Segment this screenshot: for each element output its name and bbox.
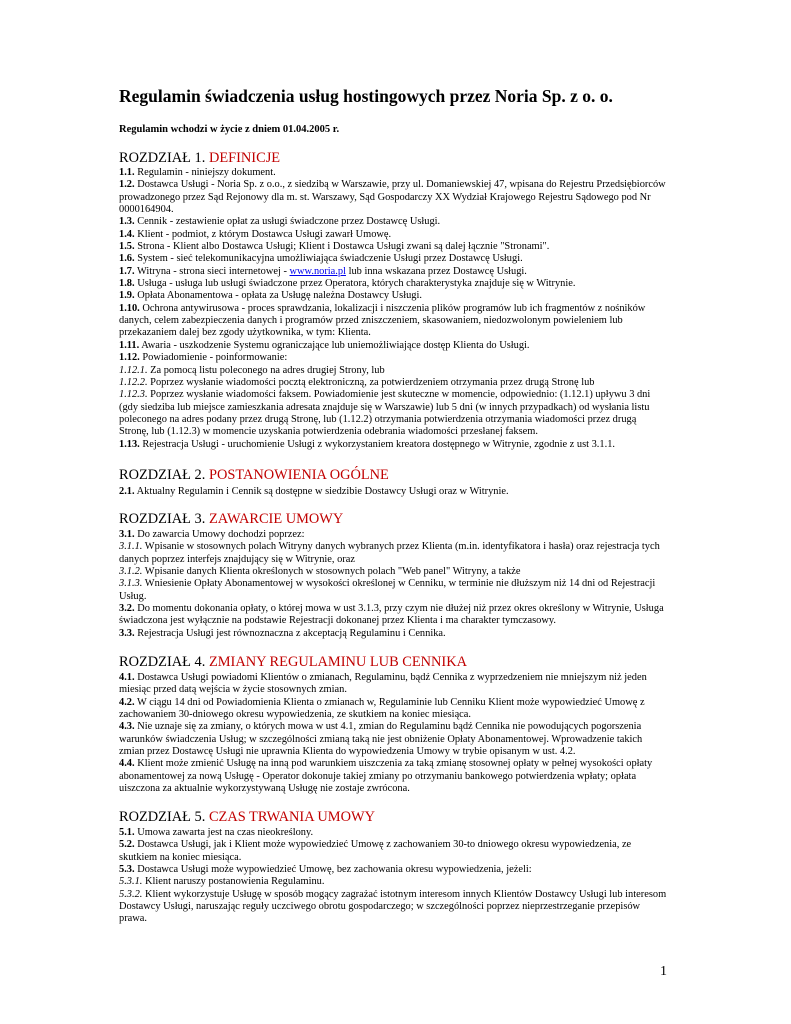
chapter-heading [119,468,389,482]
paragraph [119,486,667,498]
paragraph [119,529,667,541]
paragraph [119,229,667,241]
section-body [119,672,667,795]
subparagraph [119,389,667,438]
paragraph-number: 3.1. [119,529,135,540]
paragraph-number: 1.9. [119,290,135,302]
chapter-heading [119,151,280,165]
paragraph-text: Opłata Abonamentowa - opłata za Usługę należna Dostawcy Usługi. [134,290,422,302]
paragraph [119,628,667,640]
section-body [119,529,667,640]
paragraph-text: lub inna wskazana przez Dostawcę Usługi. [345,265,527,277]
paragraph-text: Witryna - strona sieci internetowej - [134,265,290,277]
subparagraph-number: 1.12.3. [119,389,148,401]
section-body [119,827,667,926]
subparagraph-number: 5.3.1. [119,876,143,888]
section-body [119,167,667,451]
paragraph-text: Poprzez wysłanie wiadomości faksem. Powiadomienie jest skuteczne w momencie, odpowiednio: (1.12.1) upływu 3 dni (gdy siedziba lub miejsce zamieszkania adresata znajduje się w Warszawie) lub 5 dni (w innych przypadkach) od wysłania listu poleconego na adres podany przez drugą Stronę, lub (1.12.2) otrzymania potwierdzenia otrzymania wiadomości przez drugą Stronę, lub (1.12.3) w momencie uzyskania potwierdzenia odebrania wiadomości przesłanej faksem. [119,389,651,438]
paragraph-text: Umowa zawarta jest na czas nieokreślony. [134,827,314,838]
paragraph [119,603,667,628]
paragraph-number: 5.2. [119,839,135,851]
subparagraph-number: 3.1.1. [119,541,143,553]
page-number: 1 [660,964,667,979]
paragraph-number: 1.10. [119,302,140,314]
chapter-title: POSTANOWIENIA OGÓLNE [208,467,389,483]
paragraph-text: W ciągu 14 dni od Powiadomienia Klienta o zmianach w, Regulaminie lub Cenniku Klient może wypowiedzieć Umowę z zachowaniem 30-dniowego okresu wypowiedzenia, ze skutkiem na koniec miesiąca. [119,696,645,721]
paragraph-text: Aktualny Regulamin i Cennik są dostępne w siedzibie Dostawcy Usługi oraz w Witrynie. [134,486,509,497]
paragraph-text: Do zawarcia Umowy dochodzi poprzez: [134,529,305,540]
paragraph [119,216,667,228]
paragraph-number: 4.1. [119,672,135,683]
subparagraph [119,566,667,578]
subparagraph [119,365,667,377]
paragraph [119,864,667,876]
paragraph-text: Rejestracja Usługi - uruchomienie Usługi z wykorzystaniem kreatora dostępnego w Witrynie, zgodnie z ust 3.1.1. [139,438,615,450]
paragraph [119,241,667,253]
paragraph-number: 1.1. [119,167,135,178]
paragraph [119,340,667,352]
paragraph-text: Za pomocą listu poleconego na adres drugiej Strony, lub [147,364,385,376]
chapter-title: ZAWARCIE UMOWY [208,511,344,527]
paragraph-text: Dostawca Usługi może wypowiedzieć Umowę, bez zachowania okresu wypowiedzenia, jeżeli: [134,864,532,876]
paragraph [119,352,667,364]
paragraph-number: 3.2. [119,603,135,615]
paragraph-text: Poprzez wysłanie wiadomości pocztą elektroniczną, za potwierdzeniem otrzymania przez drugą Stronę lub [147,376,595,388]
paragraph-number: 1.11. [119,339,140,351]
chapter-prefix: ROZDZIAŁ 2. [119,467,209,483]
paragraph-number: 1.3. [119,216,135,228]
chapter-prefix: ROZDZIAŁ 5. [119,809,209,825]
paragraph [119,253,667,265]
paragraph [119,697,667,722]
subparagraph-number: 3.1.2. [119,566,143,578]
paragraph-text: Awaria - uszkodzenie Systemu ograniczające lub uniemożliwiające dostęp Klienta do Usługi. [139,339,530,351]
paragraph-number: 1.7. [119,265,135,277]
subparagraph [119,876,667,888]
subparagraph-number: 3.1.3. [119,578,143,590]
chapter-title: CZAS TRWANIA UMOWY [208,809,375,825]
paragraph [119,266,667,278]
paragraph-number: 1.13. [119,438,140,450]
paragraph [119,758,667,795]
paragraph [119,167,667,179]
subparagraph [119,377,667,389]
paragraph-number: 4.2. [119,696,135,708]
website-link[interactable]: www.noria.pl [289,265,346,277]
paragraph [119,303,667,340]
paragraph-number: 2.1. [119,486,135,497]
paragraph-text: Wniesienie Opłaty Abonamentowej w wysokości określonej w Cenniku, w terminie nie dłuższym niż 14 dni od Rejestracji Usług. [119,578,656,602]
paragraph-text: Cennik - zestawienie opłat za usługi świadczone przez Dostawcę Usługi. [134,216,441,228]
paragraph [119,672,667,697]
paragraph [119,827,667,839]
paragraph-text: Klient - podmiot, z którym Dostawca Usługi zawarł Umowę. [134,228,392,240]
paragraph-number: 4.4. [119,758,135,770]
paragraph-number: 5.1. [119,827,135,838]
paragraph-text: Ochrona antywirusowa - proces sprawdzania, lokalizacji i niszczenia plików programów lub ich fragmentów z nośników danych, celem zabezpieczenia danych i programów przed zniszczeniem, skasowaniem, niedozwolonym powieleniem lub przekazaniem dalej bez zgody użytkownika, w tym: Klienta. [119,302,646,339]
paragraph-text: Dostawca Usługi powiadomi Klientów o zmianach, Regulaminu, bądź Cennika z wyprzedzeniem nie mniejszym niż jeden miesiąc przed datą wejścia w życie stosownych zmian. [119,672,647,696]
paragraph-text: Dostawca Usługi - Noria Sp. z o.o., z siedzibą w Warszawie, przy ul. Domaniewskiej 47, wpisana do Rejestru Przedsiębiorców prowadzonego przez Sąd Rejonowy dla m. st. Warszawy, Sąd Gospodarczy XX Wydział Krajowego Rejestru Sądowego pod Nr 0000164904. [119,179,666,216]
document-title: Regulamin świadczenia usług hostingowych przez Noria Sp. z o. o. [119,86,613,106]
paragraph-text: Klient wykorzystuje Usługę w sposób mogący zagrażać istotnym interesom innych Klientów Dostawcy Usługi lub interesom Dostawcy Usługi, naruszając reguły uczciwego obrotu gospodarczego; w szczególności poprzez nieprzestrzeganie przepisów prawa. [119,888,667,925]
paragraph-number: 1.4. [119,228,135,240]
paragraph [119,278,667,290]
paragraph-number: 1.8. [119,278,135,290]
paragraph [119,290,667,302]
paragraph-text: Dostawca Usługi, jak i Klient może wypowiedzieć Umowę z zachowaniem 30-to dniowego okresu wypowiedzenia, ze skutkiem na koniec miesiąca. [119,839,632,863]
subparagraph [119,578,667,603]
subparagraph [119,541,667,566]
paragraph [119,721,667,758]
paragraph-text: Klient naruszy postanowienia Regulaminu. [142,876,325,888]
paragraph-number: 1.2. [119,179,135,191]
section-body [119,486,667,498]
paragraph-text: Regulamin - niniejszy dokument. [134,167,276,178]
paragraph [119,439,667,451]
paragraph-text: Rejestracja Usługi jest równoznaczna z akceptacją Regulaminu i Cennika. [134,627,446,639]
subparagraph-number: 5.3.2. [119,888,143,900]
chapter-heading [119,512,343,526]
paragraph-number: 4.3. [119,721,135,733]
effective-date: Regulamin wchodzi w życie z dniem 01.04.2005 r. [119,124,340,135]
paragraph-text: Usługa - usługa lub usługi świadczone przez Operatora, których charakterystyka znajduje się w Witrynie. [134,278,576,290]
paragraph-text: System - sieć telekomunikacyjna umożliwiająca świadczenie Usługi przez Dostawcę Usługi. [134,253,523,265]
paragraph [119,839,667,864]
chapter-title: DEFINICJE [208,150,281,166]
paragraph-text: Klient może zmienić Usługę na inną pod warunkiem uiszczenia za taką zmianę stosownej opłaty w pełnej wysokości opłaty abonamentowej za nową Usługę - Operator dokonuje takiej zmiany po otrzymaniu bankowego potwierdzenia wpłaty; opłata uiszczona za aktualnie wykorzystywaną Usługę nie zostaje zwrócona. [119,758,653,795]
subparagraph-number: 1.12.2. [119,376,148,388]
paragraph-number: 1.5. [119,241,135,253]
paragraph-number: 1.6. [119,253,135,265]
paragraph-text: Powiadomienie - poinformowanie: [139,352,288,364]
paragraph-text: Do momentu dokonania opłaty, o której mowa w ust 3.1.3, przy czym nie dłużej niż przez okres określony w Witrynie, Usługa świadczona jest wyłącznie na podstawie Rejestracji dokonanej przez Klienta i ma charakter tymczasowy. [119,603,664,627]
chapter-title: ZMIANY REGULAMINU LUB CENNIKA [208,654,468,670]
paragraph-text: Wpisanie w stosownych polach Witryny danych wybranych przez Klienta (m.in. identyfikatora i hasła) oraz rejestracja tych danych poprzez interfejs znajdujący się w Witrynie, oraz [119,541,660,565]
chapter-heading [119,655,467,669]
subparagraph [119,889,667,926]
paragraph-text: Nie uznaje się za zmiany, o których mowa w ust 4.1, zmian do Regulaminu bądź Cennika nie powodujących pogorszenia warunków świadczenia Usług; w szczególności zmianą taką nie jest obniżenie Opłaty Abonamentowej. Wprowadzenie takich zmian przez Dostawcę Usługi nie uprawnia Klienta do wypowiedzenia Umowy w trybie opisanym w ust. 4.2. [119,721,643,758]
paragraph-text: Strona - Klient albo Dostawca Usługi; Klient i Dostawca Usługi zwani są dalej łącznie "Stronami". [134,241,550,253]
paragraph [119,179,667,216]
chapter-prefix: ROZDZIAŁ 4. [119,654,209,670]
chapter-heading [119,810,375,824]
chapter-prefix: ROZDZIAŁ 3. [119,511,209,527]
paragraph-number: 3.3. [119,627,135,639]
paragraph-number: 5.3. [119,864,135,876]
subparagraph-number: 1.12.1. [119,364,148,376]
chapter-prefix: ROZDZIAŁ 1. [119,150,209,166]
paragraph-number: 1.12. [119,352,140,364]
paragraph-text: Wpisanie danych Klienta określonych w stosownych polach "Web panel" Witryny, a także [142,566,521,578]
